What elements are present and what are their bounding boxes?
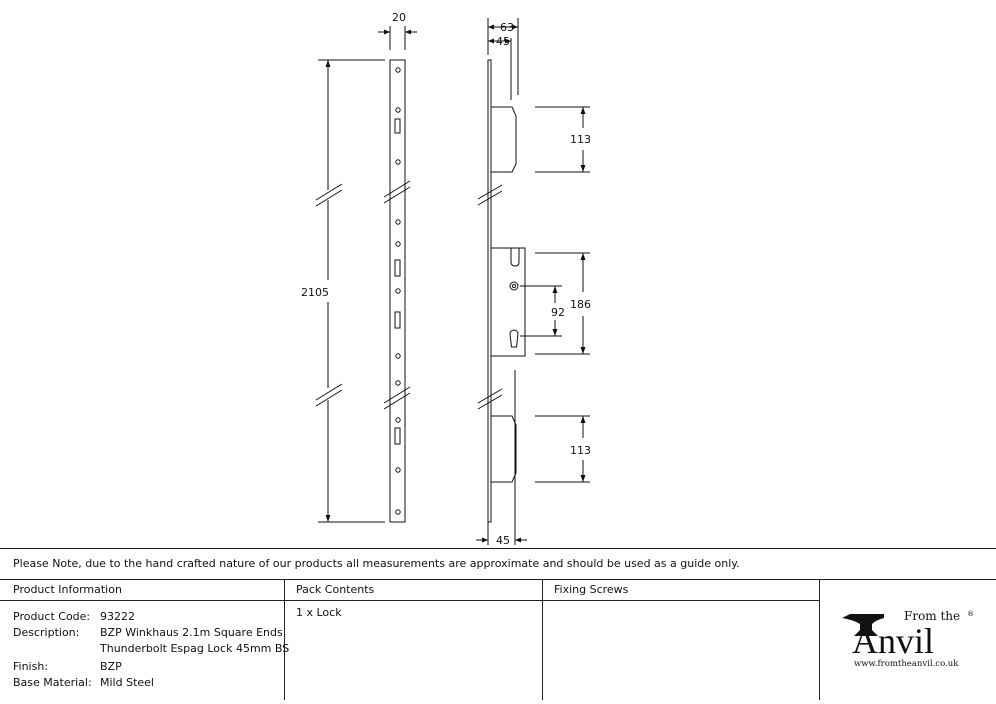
pack-contents-panel xyxy=(285,580,542,700)
logo-brand: Anvil xyxy=(852,621,935,661)
product-info-panel xyxy=(0,580,290,700)
logo-from-the: From the xyxy=(904,609,961,623)
dim-centre-92: 92 xyxy=(551,306,565,319)
fixing-screws-header: Fixing Screws xyxy=(543,580,819,601)
registered-mark: ® xyxy=(967,610,974,618)
dim-depth-45-bottom: 45 xyxy=(496,534,510,547)
row-label: Base Material: xyxy=(13,676,92,689)
dim-keep-top: 113 xyxy=(570,133,591,146)
pack-contents-header: Pack Contents xyxy=(285,580,542,601)
row-label: Finish: xyxy=(13,660,49,673)
table-header-rule xyxy=(0,600,820,601)
list-item: 1 x Lock xyxy=(296,606,342,619)
logo-url: www.fromtheanvil.co.uk xyxy=(854,659,959,669)
dim-top-width: 20 xyxy=(392,11,406,24)
dim-lock-body: 186 xyxy=(570,298,591,311)
dim-depth-45-top: 45 xyxy=(496,35,510,48)
row-value: Thunderbolt Espag Lock 45mm BS xyxy=(100,642,290,655)
anvil-logo-graphic xyxy=(820,580,996,700)
product-info-header: Product Information xyxy=(0,580,284,601)
row-value: BZP xyxy=(100,660,122,673)
row-label: Product Code: xyxy=(13,610,91,623)
row-value: Mild Steel xyxy=(100,676,154,689)
faceplate-front xyxy=(390,60,405,522)
measurement-note: Please Note, due to the hand crafted nature of our products all measurements are approximate and should be used as a guide only. xyxy=(0,548,996,580)
dim-keep-bottom: 113 xyxy=(570,444,591,457)
from-the-anvil-logo xyxy=(820,580,996,700)
fixing-screws-panel xyxy=(543,580,819,700)
row-label: Description: xyxy=(13,626,80,639)
dim-total-length: 2105 xyxy=(301,286,329,299)
row-value: 93222 xyxy=(100,610,135,623)
dim-depth-63: 63 xyxy=(500,21,514,34)
row-value: BZP Winkhaus 2.1m Square Ends xyxy=(100,626,283,639)
